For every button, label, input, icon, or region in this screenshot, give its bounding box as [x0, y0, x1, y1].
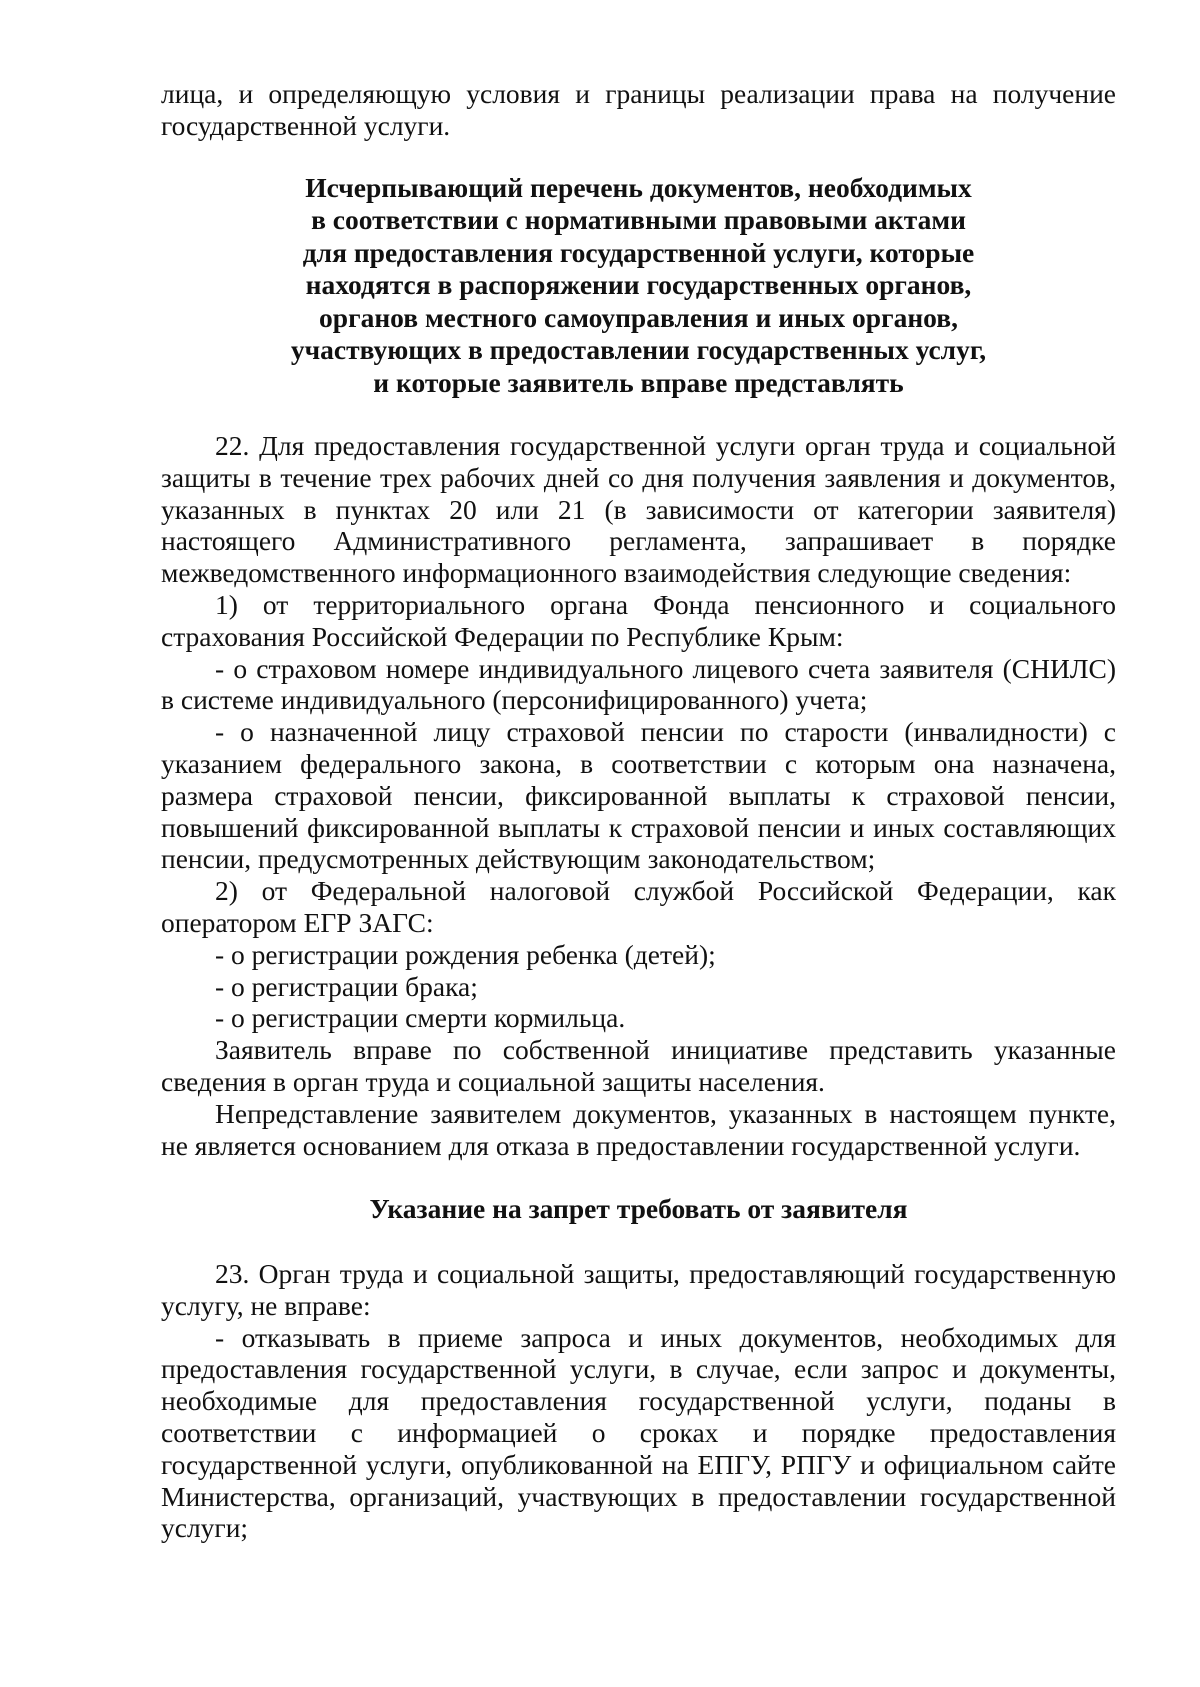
document-page: [161, 78, 1116, 1544]
section-heading-documents-list: [161, 172, 1116, 400]
clause-23: [161, 1258, 1116, 1544]
clause-22-item-2: 2) от Федеральной налоговой службой Российской Федерации, как оператором ЕГР ЗАГС:: [161, 875, 1116, 939]
clause-22-item-1: 1) от территориального органа Фонда пенсионного и социального страхования Российской Федерации по Республике Крым:: [161, 589, 1116, 652]
section-heading-prohibition: Указание на запрет требовать от заявителя: [369, 1193, 908, 1225]
clause-22-paragraph: Заявитель вправе по собственной инициативе представить указанные сведения в орган труда и социальной защиты населения.: [161, 1034, 1116, 1098]
clause-22-bullet: - о регистрации брака;: [215, 970, 478, 1002]
heading-line: Исчерпывающий перечень документов, необходимых: [305, 171, 972, 203]
clause-22-paragraph: 22. Для предоставления государственной услуги орган труда и социальной защиты в течение трех рабочих дней со дня получения заявления и документов, указанных в пунктах 20 или 21 (в зависимости от категории заявителя) настоящего Административного регламента, запрашивает в порядке межведомственного информационного взаимодействия следующие сведения:: [161, 430, 1116, 589]
clause-23-bullet: - отказывать в приеме запроса и иных документов, необходимых для предоставления государственной услуги, в случае, если запрос и документы, необходимые для предоставления государственной услуги, поданы в соответствии с информацией о сроках и порядке предоставления государственной услуги, опубликованной на ЕПГУ, РПГУ и официальном сайте Министерства, организаций, участвующих в предоставлении государственной услуги;: [161, 1321, 1116, 1544]
clause-22-bullet: - о регистрации смерти кормильца.: [215, 1002, 626, 1034]
heading-line: для предоставления государственной услуги, которые: [302, 236, 975, 268]
heading-line: органов местного самоуправления и иных органов,: [319, 301, 958, 333]
clause-22: [161, 430, 1116, 1161]
heading-line: участвующих в предоставлении государственных услуг,: [290, 334, 987, 366]
clause-22-paragraph: Непредставление заявителем документов, указанных в настоящем пункте, не является основанием для отказа в предоставлении государственной услуги.: [161, 1097, 1116, 1161]
clause-22-bullet: - о регистрации рождения ребенка (детей);: [215, 938, 716, 970]
heading-line: и которые заявитель вправе представлять: [373, 366, 904, 398]
heading-line: в соответствии с нормативными правовыми актами: [311, 204, 966, 236]
intro-paragraph: лица, и определяющую условия и границы реализации права на получение государственной услуги.: [161, 78, 1116, 141]
clause-22-bullet: - о назначенной лицу страховой пенсии по старости (инвалидности) с указанием федерального закона, в соответствии с которым она назначена, размера страховой пенсии, фиксированной выплаты к страховой пенсии, повышений фиксированной выплаты к страховой пенсии и иных составляющих пенсии, предусмотренных действующим законодательством;: [161, 716, 1116, 875]
clause-23-paragraph: 23. Орган труда и социальной защиты, предоставляющий государственную услугу, не вправе:: [161, 1257, 1116, 1321]
heading-line: находятся в распоряжении государственных органов,: [305, 269, 972, 301]
clause-22-bullet: - о страховом номере индивидуального лицевого счета заявителя (СНИЛС) в системе индивидуального (персонифицированного) учета;: [161, 652, 1116, 716]
